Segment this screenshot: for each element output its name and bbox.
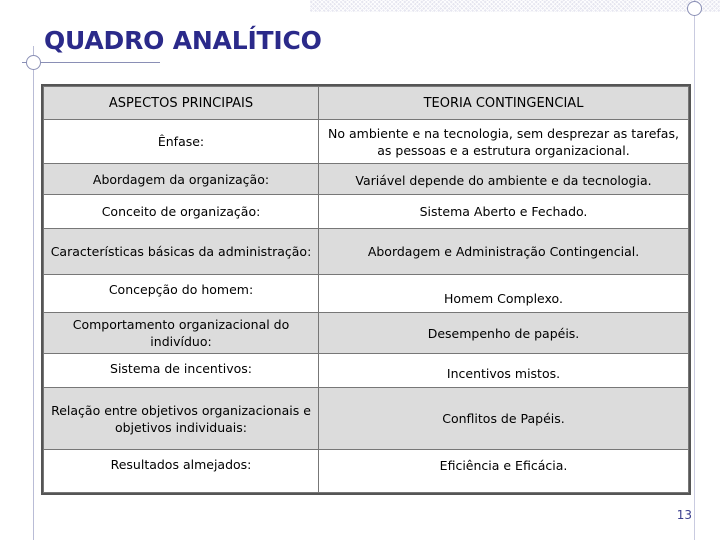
table-row bbox=[44, 195, 689, 229]
table-cell-value: Sistema Aberto e Fechado. bbox=[319, 195, 689, 229]
table-cell-aspect: Concepção do homem: bbox=[44, 275, 319, 313]
table-cell-value: Desempenho de papéis. bbox=[319, 313, 689, 354]
table-cell-aspect: Características básicas da administração: bbox=[44, 229, 319, 275]
table-cell-aspect: Abordagem da organização: bbox=[44, 164, 319, 195]
table-row bbox=[44, 313, 689, 354]
table-cell-value: Eficiência e Eficácia. bbox=[319, 450, 689, 493]
header-cell-aspects: ASPECTOS PRINCIPAIS bbox=[44, 87, 319, 120]
table-row bbox=[44, 120, 689, 164]
table-cell-value: Variável depende do ambiente e da tecnologia. bbox=[319, 164, 689, 195]
table-row bbox=[44, 388, 689, 450]
table-row bbox=[44, 275, 689, 313]
page-number: 13 bbox=[676, 508, 692, 522]
table-cell-value: Conflitos de Papéis. bbox=[319, 388, 689, 450]
table-cell-value: Abordagem e Administração Contingencial. bbox=[319, 229, 689, 275]
table-row bbox=[44, 354, 689, 388]
table-header-row bbox=[44, 87, 689, 120]
decorative-title-underline bbox=[22, 62, 160, 63]
table-cell-value: No ambiente e na tecnologia, sem desprezar as tarefas, as pessoas e a estrutura organizacional. bbox=[319, 120, 689, 164]
table-cell-aspect: Sistema de incentivos: bbox=[44, 354, 319, 388]
analysis-table bbox=[41, 84, 691, 495]
decorative-right-rule bbox=[694, 0, 695, 540]
decorative-circle-left bbox=[26, 55, 41, 70]
table-cell-aspect: Ênfase: bbox=[44, 120, 319, 164]
table-cell-aspect: Resultados almejados: bbox=[44, 450, 319, 493]
table-cell-aspect: Conceito de organização: bbox=[44, 195, 319, 229]
decorative-top-band bbox=[310, 0, 720, 12]
header-cell-theory: TEORIA CONTINGENCIAL bbox=[319, 87, 689, 120]
table-row bbox=[44, 164, 689, 195]
table-row bbox=[44, 229, 689, 275]
table-cell-value: Incentivos mistos. bbox=[319, 354, 689, 388]
table-cell-aspect: Comportamento organizacional do indivíduo: bbox=[44, 313, 319, 354]
table-row bbox=[44, 450, 689, 493]
table-cell-value: Homem Complexo. bbox=[319, 275, 689, 313]
table-cell-aspect: Relação entre objetivos organizacionais e objetivos individuais: bbox=[44, 388, 319, 450]
decorative-left-rule bbox=[33, 46, 34, 540]
page-title: QUADRO ANALÍTICO bbox=[44, 26, 322, 55]
decorative-circle-top-right bbox=[687, 1, 702, 16]
